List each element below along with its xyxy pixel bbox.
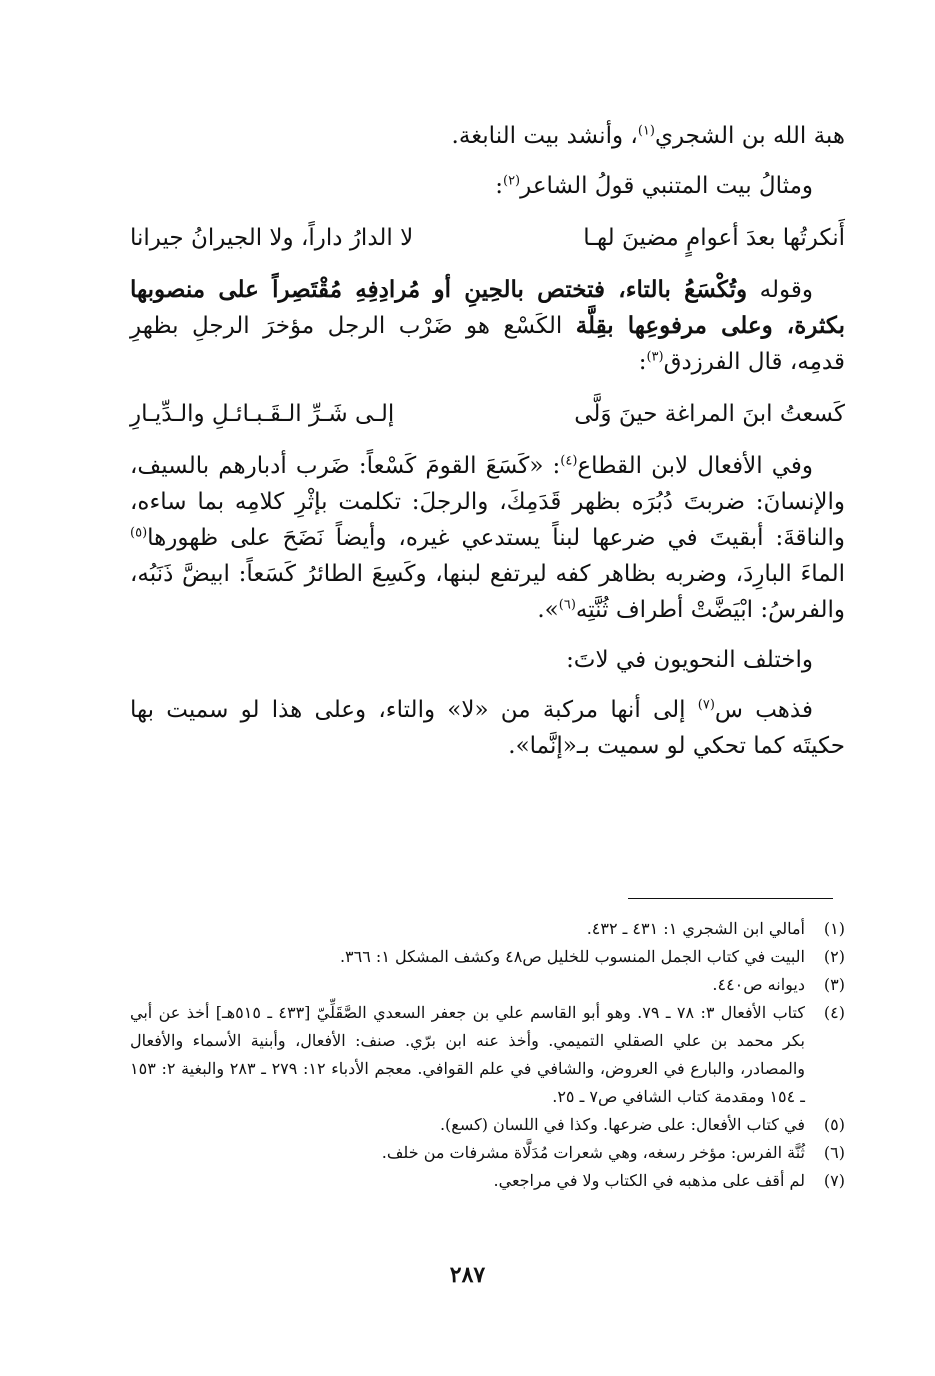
footnote-text: كتاب الأفعال ٣: ٧٨ ـ ٧٩. وهو أبو القاسم علي بن جعفر السعدي الصَّقَلِّيّ [٤٣٣ ـ ٥١٥هـ] أخذ عن أبي بكر محمد بن علي الصقلي التميمي. وأخذ عنه ابن برّي. صنف: الأفعال، وأبنية الأسماء والأفعال والمصادر، والبارع في العروض، والشافي في علم القوافي. معجم الأدباء ١٢: ٢٧٩ ـ ٢٨٣ والبغية ٢: ١٥٣ ـ ١٥٤ ومقدمة كتاب الشافي ص٧ ـ ٢٥.: [130, 1003, 806, 1106]
footnote-ref-1: (١): [637, 123, 655, 139]
footnote-ref-3: (٣): [646, 349, 664, 365]
footnote-2: [130, 943, 845, 971]
paragraph-3: [130, 272, 845, 380]
footnote-separator: [628, 898, 833, 899]
footnote-6: [130, 1139, 845, 1167]
text-run: واختلف النحويون في لاتَ:: [566, 647, 813, 673]
verse-1-second-hemistich: لا الدارُ داراً، ولا الجيرانُ جيرانا: [130, 225, 414, 251]
text-run: : «كَسَعَ القومَ كَسْعاً: ضَرب أدبارهم بالسيف، والإنسانَ: ضربتَ دُبُرَه بظهر قَدَمِكَ، والرجلَ: تكلمت بإثْرِ كلامِه بما ساءه، والناقةَ: أبقيتَ في ضرعها لبناً يستدعي غيره، وأيضاً نَضَحَ على ظهورها: [130, 453, 845, 551]
footnote-number: (٤): [823, 1003, 845, 1022]
paragraph-5: [130, 642, 845, 678]
text-run: ».: [537, 597, 559, 623]
verse-2-first-hemistich: كَسعتُ ابنَ المراغة حينَ وَلَّى: [574, 401, 845, 427]
footnote-text: لم أقف على مذهبه في الكتاب ولا في مراجعي.: [493, 1171, 805, 1190]
page-number: ٢٨٧: [449, 1262, 486, 1288]
footnote-4: [130, 999, 845, 1111]
text-run: :: [638, 349, 647, 375]
footnote-number: (١): [823, 919, 845, 938]
text-run: وقوله: [747, 277, 813, 303]
verse-2: [130, 396, 845, 432]
footnote-7: [130, 1167, 845, 1195]
verse-1-first-hemistich: أَنكرتُها بعدَ أعوامٍ مضينَ لهـا: [583, 225, 845, 251]
footnote-text: أمالي ابن الشجري ١: ٤٣١ ـ ٤٣٢.: [586, 919, 805, 938]
footnote-3: [130, 971, 845, 999]
footnote-number: (٣): [823, 975, 845, 994]
text-run: إلى أنها مركبة من «لا» والتاء، وعلى هذا لو سميت بها حكيتَه كما تحكي لو سميت بـ«إنَّما».: [130, 697, 845, 759]
verse-1: [130, 220, 845, 256]
footnote-text: في كتاب الأفعال: على ضرعها. وكذا في اللسان (كسع).: [439, 1115, 805, 1134]
text-run: فذهب س: [714, 697, 813, 723]
text-run: هبة الله بن الشجري: [654, 123, 845, 149]
paragraph-2: [130, 168, 845, 204]
footnote-number: (٢): [823, 947, 845, 966]
text-run: ومثالُ بيت المتنبي قولُ الشاعر: [520, 173, 813, 199]
footnote-text: البيت في كتاب الجمل المنسوب للخليل ص٤٨ وكشف المشكل ١: ٣٦٦.: [339, 947, 805, 966]
footnote-number: (٧): [823, 1171, 845, 1190]
footnote-5: [130, 1111, 845, 1139]
paragraph-4: [130, 448, 845, 628]
text-run: :: [495, 173, 503, 199]
paragraph-6: [130, 692, 845, 764]
text-run: الماءَ البارِدَ، وضربه بظاهر كفه ليرتفع لبنها، وكَسِعَ الطائرُ كَسَعاً: ابيضَّ ذَنَبُه، والفرسُ: ابْيَضَّتْ أطراف ثُنَّتِه: [130, 561, 845, 623]
main-text: [130, 118, 845, 764]
paragraph-1: [130, 118, 845, 154]
footnote-ref-7: (٧): [697, 697, 715, 713]
text-run: وفي الأفعال لابن القطاع: [577, 453, 813, 479]
footnote-number: (٥): [823, 1115, 845, 1134]
footnotes: [130, 915, 845, 1195]
verse-2-second-hemistich: إلـى شَـرِّ الـقَـبـائـلِ والـدِّيـارِ: [130, 401, 395, 427]
footnote-1: [130, 915, 845, 943]
footnote-ref-5: (٥): [130, 525, 148, 541]
bold-quote: وتُكْسَعُ بالتاء، فتختص بالحِينِ أو مُرادِفِهِ مُقْتَصِراً على منصوبها بكثرة، وعلى مرفوعِها بقِلَّة: [130, 276, 846, 339]
footnote-ref-2: (٢): [502, 173, 521, 189]
footnote-text: ثُنَّة الفرس: مؤخر رسغه، وهي شعرات مُدَلَّاة مشرفات من خلف.: [381, 1143, 805, 1162]
footnote-ref-4: (٤): [560, 453, 578, 469]
text-run: ، وأنشد بيت النابغة.: [451, 123, 638, 149]
footnote-ref-6: (٦): [558, 597, 576, 613]
footnote-number: (٦): [823, 1143, 845, 1162]
text-run: الكَسْع هو ضَرْب الرجل مؤخرَ الرجلِ بظهرِ قدمِه، قال الفرزدق: [130, 313, 845, 375]
footnote-text: ديوانه ص٤٤٠.: [712, 975, 805, 994]
